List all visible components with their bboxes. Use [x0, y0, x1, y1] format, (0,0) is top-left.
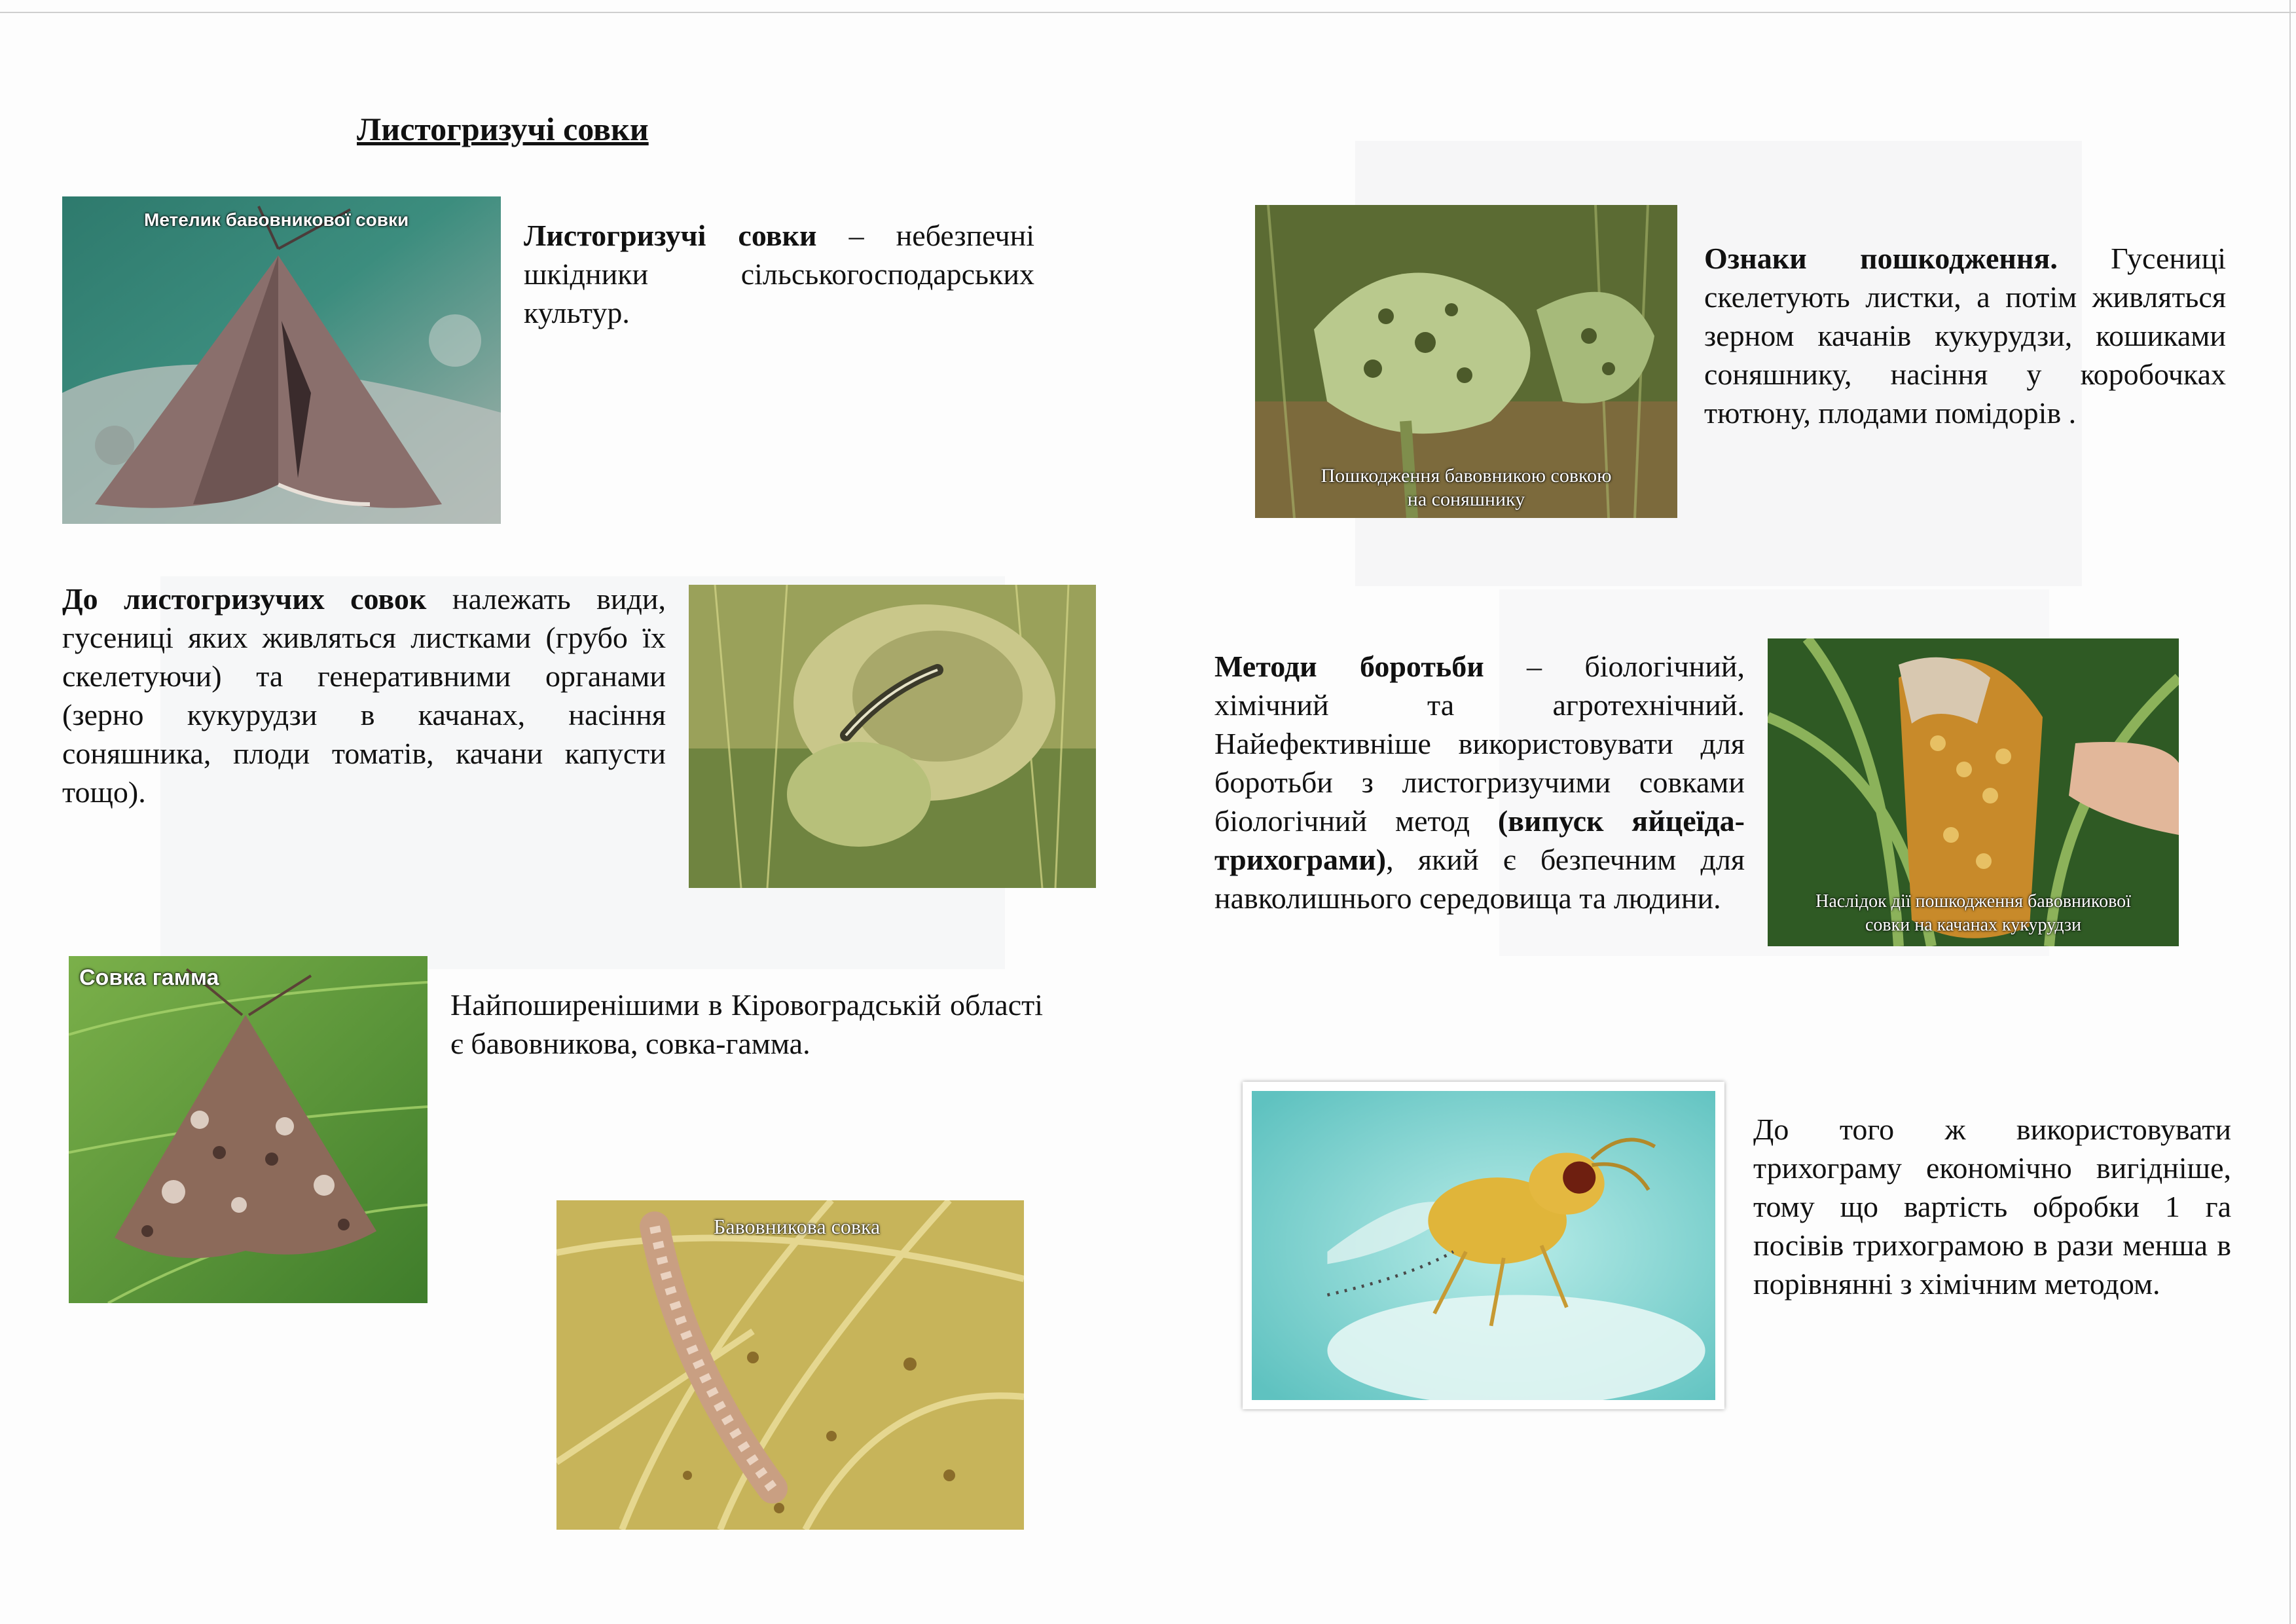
scan-edge-top — [0, 12, 2296, 13]
species-text — [62, 580, 666, 811]
methods-highlight: (випуск яйцеїда-трихограми) — [1214, 804, 1745, 876]
moth-cotton-photo — [62, 196, 501, 524]
moth-gamma-photo — [69, 956, 428, 1303]
methods-body-1: – біологічний, хімічний та агротехнічний. Найефективніше використовувати для боротьби з листогризучими совками біологічний метод — [1214, 650, 1745, 838]
sunflower-damage-photo — [1255, 205, 1677, 518]
signs-heading: Ознаки пошкодження. — [1704, 242, 2058, 275]
caption-line: совки на качанах кукурудзи — [1865, 915, 2081, 935]
trichogramma-photo — [1243, 1082, 1724, 1409]
methods-body-2: , який є безпечним для навколишнього середовища та людини. — [1214, 843, 1745, 915]
signs-text — [1704, 239, 2226, 432]
corn-damage-caption — [1768, 890, 2179, 937]
caption-line: на соняшнику — [1407, 489, 1525, 510]
moth-gamma-caption: Совка гамма — [79, 965, 219, 990]
page-title: Листогризучі совки — [357, 111, 649, 147]
larva-sunflower-photo — [689, 585, 1096, 888]
wasp-photo — [1252, 1091, 1715, 1400]
caption-line: Наслідок дії пошкодження бавовникової — [1815, 891, 2131, 912]
intro-heading: Листогризучі совки — [524, 219, 817, 252]
signs-body: Гусениці скелетують листки, а потім живляться зерном качанів кукурудзи, кошиками соняшнику, насіння у коробочках тютюну, плодами помідорів . — [1704, 242, 2226, 430]
intro-body: – небезпечні шкідники сільськогосподарських культур. — [524, 219, 1034, 329]
intro-text — [524, 216, 1034, 332]
scan-edge-right — [2289, 0, 2291, 1624]
common-text: Найпоширенішими в Кіровоградській області є бавовникова, совка-гамма. — [450, 988, 1043, 1060]
methods-text — [1214, 647, 1745, 917]
cost-text: До того ж використовувати трихограму економічно вигідніше, тому що вартість обробки 1 га посівів трихограмою в рази менша в порівнянні з хімічним методом. — [1753, 1113, 2231, 1301]
moth-photo — [69, 956, 428, 1303]
sunflower-damage-caption — [1255, 464, 1677, 511]
caterpillar-photo — [556, 1200, 1024, 1530]
larva-cotton-caption: Бавовникова совка — [714, 1215, 881, 1238]
moth-photo — [62, 196, 501, 524]
methods-heading: Методи боротьби — [1214, 650, 1484, 683]
caterpillar-photo — [689, 585, 1096, 888]
larva-cotton-photo — [556, 1200, 1024, 1530]
moth-cotton-caption: Метелик бавовникової совки — [144, 210, 409, 230]
species-body: належать види, гусениці яких живляться листками (грубо їх скелетуючи) та генеративними органами (зерно кукурудзи в качанах, насіння соняшника, плоди томатів, качани капусти тощо). — [62, 582, 666, 809]
corn-damage-photo — [1768, 638, 2179, 946]
species-heading: До листогризучих совок — [62, 582, 427, 616]
caption-line: Пошкодження бавовникою совкою — [1321, 465, 1612, 487]
